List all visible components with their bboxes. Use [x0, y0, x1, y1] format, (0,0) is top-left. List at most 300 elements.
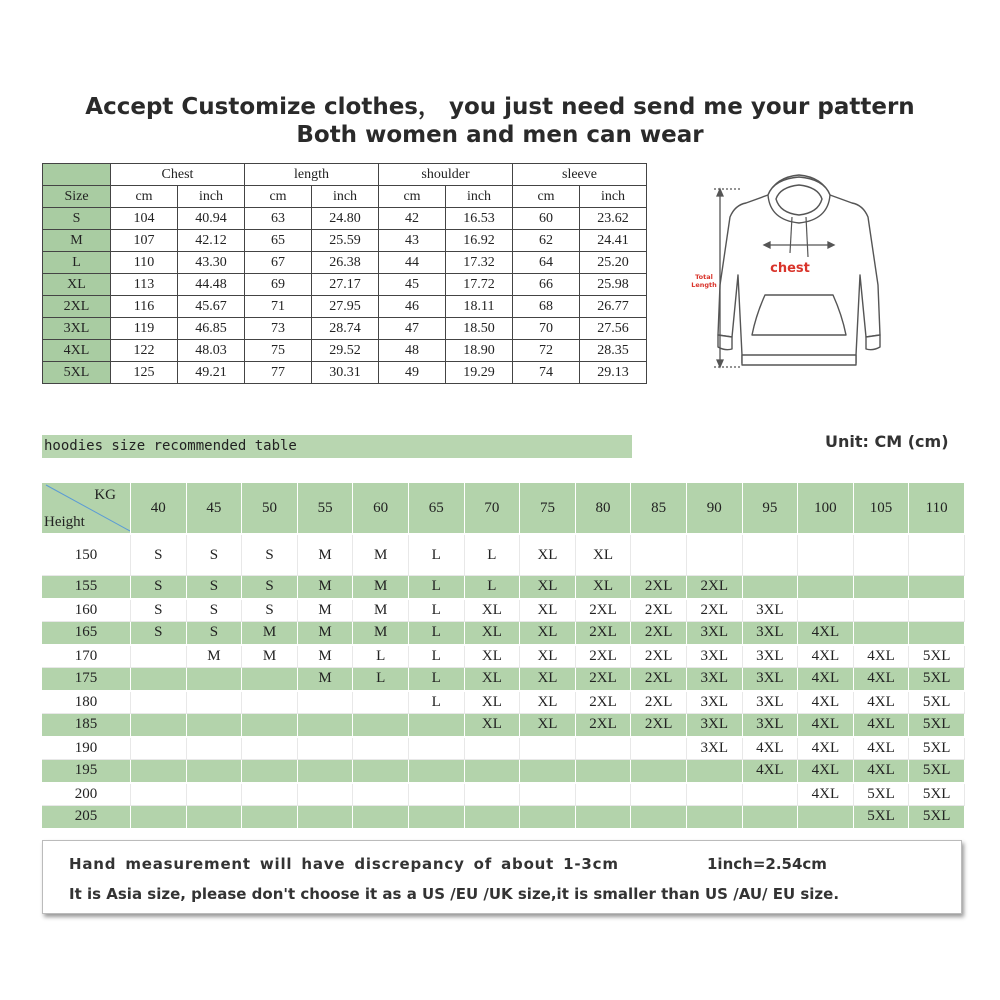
recommended-size-cell: L — [408, 645, 464, 668]
recommended-size-cell: XL — [520, 599, 576, 622]
measurement-cell: 67 — [245, 252, 312, 274]
recommended-size-cell: L — [408, 668, 464, 691]
weight-header: 95 — [742, 483, 798, 534]
recommended-size-cell: 2XL — [575, 622, 631, 645]
recommended-size-cell: 4XL — [742, 737, 798, 760]
recommended-size-cell: 2XL — [686, 576, 742, 599]
recommended-size-cell: L — [353, 668, 409, 691]
weight-header: 100 — [798, 483, 854, 534]
measurement-cell: 71 — [245, 296, 312, 318]
recommended-size-cell — [186, 668, 242, 691]
weight-header: 85 — [631, 483, 687, 534]
measurement-cell: 72 — [513, 340, 580, 362]
recommended-size-cell — [353, 737, 409, 760]
recommended-size-cell: M — [186, 645, 242, 668]
group-length: length — [245, 164, 379, 186]
recommended-size-cell — [631, 737, 687, 760]
measurement-cell: 26.77 — [580, 296, 647, 318]
recommended-size-cell — [353, 806, 409, 829]
recommended-size-cell — [575, 737, 631, 760]
recommended-size-cell — [631, 760, 687, 783]
recommended-size-cell — [853, 576, 909, 599]
recommended-size-cell: S — [131, 576, 187, 599]
size-row — [43, 362, 647, 384]
height-row — [42, 714, 964, 737]
recommended-size-cell: 2XL — [686, 599, 742, 622]
recommended-size-cell — [242, 668, 298, 691]
total-length-label-2: Length — [691, 281, 717, 289]
measurement-cell: 64 — [513, 252, 580, 274]
size-row — [43, 252, 647, 274]
measurement-cell: 16.53 — [446, 208, 513, 230]
recommended-size-cell — [520, 783, 576, 806]
recommended-size-cell: 5XL — [909, 645, 965, 668]
recommended-size-cell — [520, 806, 576, 829]
height-value: 170 — [42, 645, 131, 668]
measurement-cell: 49 — [379, 362, 446, 384]
recommended-size-cell: 2XL — [631, 622, 687, 645]
kg-height-corner — [42, 483, 131, 534]
height-row — [42, 691, 964, 714]
measurement-cell: 18.11 — [446, 296, 513, 318]
height-row — [42, 806, 964, 829]
recommended-size-cell — [909, 599, 965, 622]
total-length-label: Total — [695, 273, 713, 281]
recommended-size-cell — [798, 806, 854, 829]
recommended-size-cell: XL — [520, 691, 576, 714]
recommended-size-cell: 2XL — [575, 599, 631, 622]
kg-label: KG — [94, 487, 116, 503]
recommended-size-cell — [353, 714, 409, 737]
measurement-cell: 77 — [245, 362, 312, 384]
measurement-cell: 119 — [111, 318, 178, 340]
measurement-cell: 28.74 — [312, 318, 379, 340]
recommended-size-cell: 5XL — [909, 714, 965, 737]
recommended-size-cell: 4XL — [798, 783, 854, 806]
measurement-cell: 48.03 — [178, 340, 245, 362]
group-sleeve: sleeve — [513, 164, 647, 186]
recommended-size-cell — [575, 783, 631, 806]
recommended-size-cell — [520, 737, 576, 760]
unit-header: inch — [178, 186, 245, 208]
recommended-size-cell: 3XL — [742, 714, 798, 737]
size-table-corner — [43, 164, 111, 186]
recommended-size-cell: 2XL — [575, 645, 631, 668]
unit-header: cm — [513, 186, 580, 208]
recommended-size-cell — [575, 760, 631, 783]
recommended-size-cell: 2XL — [631, 645, 687, 668]
measurement-cell: 17.32 — [446, 252, 513, 274]
chest-label: chest — [770, 261, 810, 276]
recommended-size-cell: S — [186, 534, 242, 576]
recommended-size-cell — [131, 668, 187, 691]
recommended-size-cell: 2XL — [575, 714, 631, 737]
recommended-size-cell: 3XL — [742, 668, 798, 691]
recommended-size-cell: XL — [520, 622, 576, 645]
recommended-size-cell: XL — [520, 534, 576, 576]
recommended-size-cell: 5XL — [853, 783, 909, 806]
recommended-size-cell: 5XL — [909, 760, 965, 783]
size-row — [43, 230, 647, 252]
recommended-size-cell: L — [408, 622, 464, 645]
recommended-size-cell — [353, 691, 409, 714]
recommended-size-cell — [631, 783, 687, 806]
recommended-size-cell: 3XL — [686, 668, 742, 691]
recommended-size-cell: 4XL — [853, 668, 909, 691]
measurement-cell: 24.41 — [580, 230, 647, 252]
recommended-size-cell: XL — [464, 599, 520, 622]
recommended-size-cell: M — [297, 534, 353, 576]
recommended-size-cell: 3XL — [742, 691, 798, 714]
recommended-size-cell — [686, 534, 742, 576]
unit-header: cm — [379, 186, 446, 208]
measurement-cell: 48 — [379, 340, 446, 362]
recommended-size-cell — [242, 714, 298, 737]
weight-header: 80 — [575, 483, 631, 534]
recommended-size-cell: XL — [575, 534, 631, 576]
height-row — [42, 576, 964, 599]
measurement-cell: 46 — [379, 296, 446, 318]
measurement-cell: 17.72 — [446, 274, 513, 296]
measurement-cell: 110 — [111, 252, 178, 274]
recommended-size-cell — [297, 737, 353, 760]
recommended-size-cell: XL — [464, 668, 520, 691]
height-label: Height — [44, 514, 85, 530]
recommended-size-cell — [408, 737, 464, 760]
recommended-size-cell: 4XL — [853, 714, 909, 737]
recommended-size-cell — [464, 760, 520, 783]
height-row — [42, 622, 964, 645]
recommended-size-cell: S — [131, 599, 187, 622]
recommended-size-cell: XL — [464, 714, 520, 737]
height-row — [42, 645, 964, 668]
recommended-size-cell: 2XL — [631, 668, 687, 691]
weight-header: 110 — [909, 483, 965, 534]
measurement-cell: 44 — [379, 252, 446, 274]
height-value: 180 — [42, 691, 131, 714]
recommended-size-cell — [242, 760, 298, 783]
recommended-size-cell: L — [408, 534, 464, 576]
recommended-size-cell — [408, 783, 464, 806]
recommended-size-cell: XL — [464, 622, 520, 645]
recommended-size-cell — [798, 576, 854, 599]
size-label: L — [43, 252, 111, 274]
recommended-size-cell — [631, 806, 687, 829]
recommended-size-cell: M — [297, 645, 353, 668]
measurement-cell: 75 — [245, 340, 312, 362]
recommended-size-cell — [186, 806, 242, 829]
recommended-size-cell: L — [464, 534, 520, 576]
recommended-size-cell: 3XL — [686, 622, 742, 645]
recommended-size-cell: 3XL — [686, 737, 742, 760]
recommended-size-cell — [131, 645, 187, 668]
notes-box — [42, 840, 962, 914]
recommended-size-cell — [686, 806, 742, 829]
recommended-size-cell: 2XL — [631, 691, 687, 714]
measurement-cell: 27.56 — [580, 318, 647, 340]
recommended-size-cell: S — [186, 622, 242, 645]
recommended-size-cell: 3XL — [742, 599, 798, 622]
header-line-2: Both women and men can wear — [296, 122, 704, 148]
recommended-size-cell: L — [408, 691, 464, 714]
recommended-size-cell: S — [131, 622, 187, 645]
recommended-size-cell: M — [297, 576, 353, 599]
recommended-size-cell: M — [353, 599, 409, 622]
height-value: 200 — [42, 783, 131, 806]
recommended-size-cell: L — [353, 645, 409, 668]
height-value: 190 — [42, 737, 131, 760]
weight-header: 40 — [131, 483, 187, 534]
measurement-cell: 25.98 — [580, 274, 647, 296]
measurement-cell: 25.59 — [312, 230, 379, 252]
recommended-size-cell: S — [186, 599, 242, 622]
measurement-cell: 65 — [245, 230, 312, 252]
recommended-size-cell: 4XL — [853, 645, 909, 668]
recommended-size-table — [42, 483, 965, 830]
height-value: 185 — [42, 714, 131, 737]
recommended-size-cell: XL — [575, 576, 631, 599]
recommended-size-cell — [297, 760, 353, 783]
height-value: 160 — [42, 599, 131, 622]
measurement-cell: 26.38 — [312, 252, 379, 274]
height-row — [42, 668, 964, 691]
recommended-size-cell: 3XL — [686, 645, 742, 668]
recommended-size-cell — [186, 714, 242, 737]
recommended-size-cell — [909, 622, 965, 645]
recommended-size-cell — [853, 534, 909, 576]
recommended-size-cell: 4XL — [798, 691, 854, 714]
recommended-size-cell: M — [297, 599, 353, 622]
measurement-cell: 45.67 — [178, 296, 245, 318]
size-row — [43, 274, 647, 296]
unit-label: Unit: CM (cm) — [825, 432, 949, 451]
recommended-size-cell: XL — [520, 668, 576, 691]
recommended-size-cell: 4XL — [798, 737, 854, 760]
weight-header: 75 — [520, 483, 576, 534]
size-row — [43, 208, 647, 230]
recommended-size-cell: 4XL — [853, 737, 909, 760]
recommended-size-cell: 4XL — [798, 714, 854, 737]
recommended-size-cell — [742, 534, 798, 576]
recommended-size-cell — [131, 783, 187, 806]
measurement-cell: 29.13 — [580, 362, 647, 384]
recommended-size-cell: S — [242, 599, 298, 622]
recommended-table-title: hoodies size recommended table — [42, 435, 632, 458]
recommended-size-cell: M — [353, 534, 409, 576]
recommended-size-cell — [242, 691, 298, 714]
recommended-size-cell: XL — [520, 645, 576, 668]
size-row — [43, 318, 647, 340]
recommended-size-cell — [353, 783, 409, 806]
recommended-size-cell — [242, 737, 298, 760]
recommended-size-cell — [131, 806, 187, 829]
weight-header: 55 — [297, 483, 353, 534]
recommended-size-cell: 3XL — [742, 622, 798, 645]
recommended-size-cell — [297, 714, 353, 737]
recommended-size-cell — [520, 760, 576, 783]
recommended-size-cell — [798, 534, 854, 576]
recommended-size-cell — [408, 714, 464, 737]
measurement-cell: 104 — [111, 208, 178, 230]
weight-header: 50 — [242, 483, 298, 534]
asia-size-note: It is Asia size, please don't choose it as a US /EU /UK size,it is smaller than US /AU/ EU size. — [69, 885, 840, 903]
recommended-size-cell: 4XL — [853, 691, 909, 714]
measurement-cell: 46.85 — [178, 318, 245, 340]
measurement-cell: 28.35 — [580, 340, 647, 362]
recommended-size-cell: 5XL — [909, 783, 965, 806]
height-value: 195 — [42, 760, 131, 783]
recommended-size-cell: 2XL — [631, 576, 687, 599]
size-label: XL — [43, 274, 111, 296]
height-value: 165 — [42, 622, 131, 645]
measurement-cell: 73 — [245, 318, 312, 340]
recommended-size-cell: 4XL — [798, 668, 854, 691]
recommended-size-cell — [131, 760, 187, 783]
size-label: M — [43, 230, 111, 252]
measurement-cell: 44.48 — [178, 274, 245, 296]
recommended-size-cell — [297, 691, 353, 714]
measurement-cell: 42 — [379, 208, 446, 230]
measurement-cell: 23.62 — [580, 208, 647, 230]
recommended-size-cell — [131, 691, 187, 714]
recommended-size-cell: M — [353, 576, 409, 599]
recommended-size-cell: 3XL — [686, 691, 742, 714]
recommended-size-cell: 4XL — [798, 760, 854, 783]
size-column-header: Size — [43, 186, 111, 208]
measurement-cell: 68 — [513, 296, 580, 318]
measurement-cell: 69 — [245, 274, 312, 296]
measurement-cell: 116 — [111, 296, 178, 318]
measurement-cell: 122 — [111, 340, 178, 362]
weight-header: 90 — [686, 483, 742, 534]
recommended-size-cell: XL — [520, 576, 576, 599]
measurement-cell: 49.21 — [178, 362, 245, 384]
recommended-size-cell — [186, 737, 242, 760]
hoodie-diagram — [680, 165, 900, 380]
recommended-size-cell: 2XL — [575, 668, 631, 691]
recommended-size-cell — [242, 806, 298, 829]
height-value: 150 — [42, 534, 131, 576]
recommended-size-cell — [464, 783, 520, 806]
height-row — [42, 737, 964, 760]
size-label: S — [43, 208, 111, 230]
recommended-size-cell — [575, 806, 631, 829]
recommended-size-cell: 3XL — [686, 714, 742, 737]
weight-header: 45 — [186, 483, 242, 534]
recommended-size-cell — [297, 783, 353, 806]
unit-header: cm — [111, 186, 178, 208]
recommended-size-cell — [464, 806, 520, 829]
height-value: 205 — [42, 806, 131, 829]
measurement-cell: 18.50 — [446, 318, 513, 340]
measurement-cell: 19.29 — [446, 362, 513, 384]
recommended-size-cell: L — [408, 576, 464, 599]
group-shoulder: shoulder — [379, 164, 513, 186]
size-label: 5XL — [43, 362, 111, 384]
recommended-size-cell — [798, 599, 854, 622]
measurement-cell: 62 — [513, 230, 580, 252]
recommended-size-cell: S — [242, 534, 298, 576]
recommended-size-cell — [686, 760, 742, 783]
measurement-cell: 27.95 — [312, 296, 379, 318]
header-line-1: Accept Customize clothes， you just need send me your pattern — [85, 94, 915, 120]
measurement-cell: 30.31 — [312, 362, 379, 384]
measurement-cell: 107 — [111, 230, 178, 252]
measurement-cell: 25.20 — [580, 252, 647, 274]
unit-header: cm — [245, 186, 312, 208]
recommended-size-cell: 4XL — [742, 760, 798, 783]
height-value: 155 — [42, 576, 131, 599]
recommended-size-cell — [742, 806, 798, 829]
recommended-size-cell — [242, 783, 298, 806]
weight-header: 105 — [853, 483, 909, 534]
recommended-size-cell — [297, 806, 353, 829]
measurement-cell: 40.94 — [178, 208, 245, 230]
recommended-size-cell: S — [131, 534, 187, 576]
measurement-cell: 60 — [513, 208, 580, 230]
recommended-size-cell — [186, 691, 242, 714]
measurement-cell: 27.17 — [312, 274, 379, 296]
size-label: 4XL — [43, 340, 111, 362]
measurement-cell: 125 — [111, 362, 178, 384]
measurement-cell: 113 — [111, 274, 178, 296]
recommended-size-cell — [464, 737, 520, 760]
measurement-cell: 18.90 — [446, 340, 513, 362]
measurement-cell: 45 — [379, 274, 446, 296]
recommended-size-cell — [131, 737, 187, 760]
recommended-size-cell: 3XL — [742, 645, 798, 668]
size-label: 3XL — [43, 318, 111, 340]
measurement-cell: 43 — [379, 230, 446, 252]
measurement-cell: 74 — [513, 362, 580, 384]
measurement-cell: 43.30 — [178, 252, 245, 274]
recommended-size-cell — [909, 534, 965, 576]
measurement-cell: 24.80 — [312, 208, 379, 230]
weight-header: 70 — [464, 483, 520, 534]
measurement-cell: 42.12 — [178, 230, 245, 252]
recommended-size-cell: 2XL — [631, 599, 687, 622]
recommended-size-cell — [186, 760, 242, 783]
group-chest: Chest — [111, 164, 245, 186]
recommended-size-cell — [631, 534, 687, 576]
measurement-cell: 66 — [513, 274, 580, 296]
recommended-size-cell — [686, 783, 742, 806]
recommended-size-cell: M — [297, 668, 353, 691]
recommended-size-cell: 2XL — [631, 714, 687, 737]
recommended-size-cell — [408, 806, 464, 829]
measurement-cell: 47 — [379, 318, 446, 340]
unit-header: inch — [580, 186, 647, 208]
recommended-size-cell: XL — [464, 645, 520, 668]
height-row — [42, 534, 964, 576]
recommended-size-cell: 5XL — [909, 691, 965, 714]
recommended-size-cell — [353, 760, 409, 783]
measurement-cell: 16.92 — [446, 230, 513, 252]
recommended-size-cell — [853, 599, 909, 622]
recommended-size-cell: M — [242, 622, 298, 645]
recommended-size-cell: M — [242, 645, 298, 668]
weight-header: 60 — [353, 483, 409, 534]
measurement-cell: 29.52 — [312, 340, 379, 362]
height-row — [42, 599, 964, 622]
recommended-size-cell — [408, 760, 464, 783]
recommended-size-cell: M — [297, 622, 353, 645]
recommended-size-cell — [742, 783, 798, 806]
recommended-size-cell — [131, 714, 187, 737]
recommended-size-cell — [853, 622, 909, 645]
recommended-size-cell: 4XL — [853, 760, 909, 783]
recommended-size-cell: S — [186, 576, 242, 599]
